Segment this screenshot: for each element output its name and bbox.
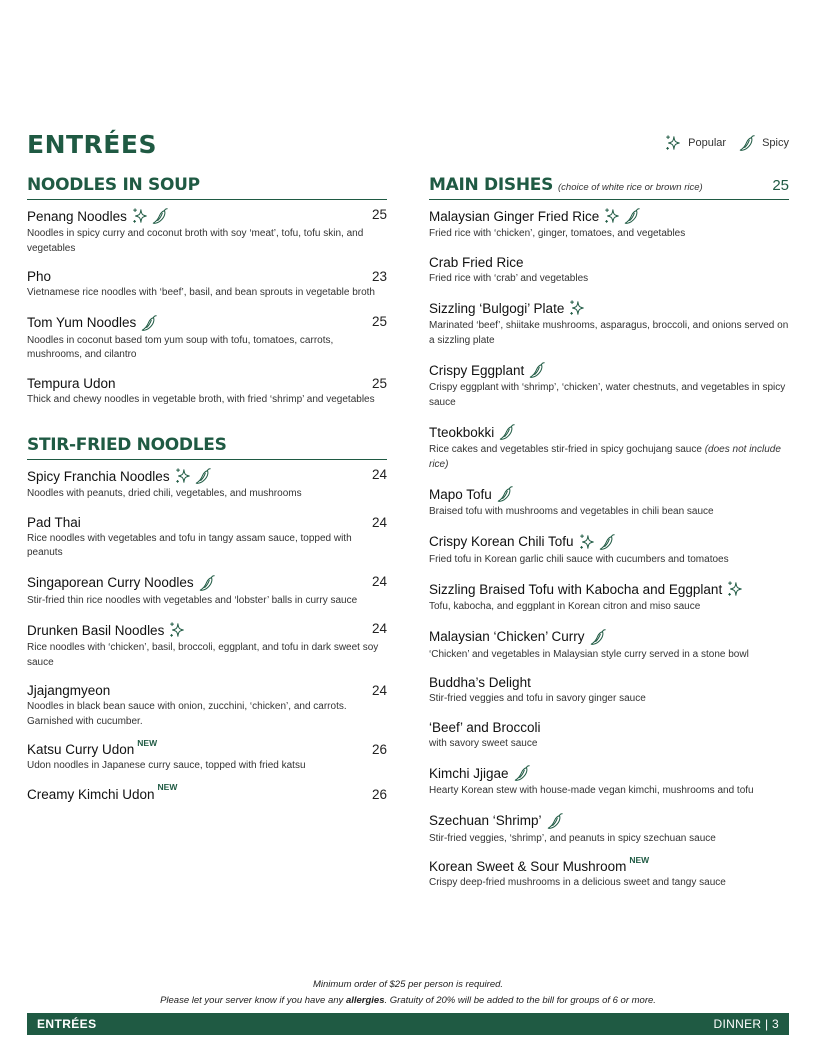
dish-name — [27, 314, 158, 332]
dish-name — [429, 207, 641, 225]
dish-description-text: Fried rice with ‘chicken’, ginger, tomatoes, and vegetables — [429, 228, 686, 239]
dish-row — [429, 812, 789, 830]
dish-item — [429, 533, 789, 568]
dish-item — [429, 812, 789, 847]
dish-name-text: ‘Beef’ and Broccoli — [429, 719, 541, 735]
dish-name-text: Tempura Udon — [27, 375, 116, 391]
dish-item — [27, 376, 387, 408]
dish-name-text: Kimchi Jjigae — [429, 765, 509, 781]
dish-description — [429, 876, 789, 891]
dish-name-text: Szechuan ‘Shrimp’ — [429, 813, 542, 828]
dish-name-text: Singaporean Curry Noodles — [27, 575, 194, 590]
dish-item — [429, 299, 789, 348]
chili-icon — [198, 574, 216, 592]
dish-description — [27, 532, 387, 561]
dish-item — [27, 574, 387, 609]
dish-name-text: Buddha’s Delight — [429, 675, 531, 690]
dish-row — [429, 675, 789, 690]
dish-name — [429, 361, 546, 379]
section-header — [27, 435, 387, 460]
dish-price: 25 — [371, 313, 387, 329]
dish-description-text: Noodles with peanuts, dried chili, vegetables, and mushrooms — [27, 488, 302, 499]
dish-item — [429, 361, 789, 410]
dish-name — [27, 782, 178, 802]
dish-price: 24 — [371, 683, 387, 698]
dish-description — [429, 600, 789, 615]
dish-row — [27, 621, 387, 639]
dish-description — [429, 737, 789, 752]
chili-icon — [151, 207, 169, 225]
legend-spicy-label: Spicy — [762, 137, 789, 149]
sparkle-icon — [578, 533, 596, 551]
dish-item — [27, 467, 387, 502]
dish-name — [27, 269, 51, 284]
dish-name-text: Jjajangmyeon — [27, 683, 111, 698]
footer-bar — [27, 1013, 789, 1035]
dish-name — [27, 737, 158, 757]
dish-row — [429, 485, 789, 503]
dish-badge-icons — [724, 580, 744, 598]
dish-item — [429, 255, 789, 287]
dish-badge-icons — [496, 423, 516, 441]
dish-name-text: Tom Yum Noodles — [27, 315, 137, 330]
dish-name — [27, 621, 186, 639]
dish-name-text: Katsu Curry Udon — [27, 742, 135, 757]
legend-spicy — [738, 134, 789, 152]
dish-description-text: Stir-fried veggies and tofu in savory ginger sauce — [429, 693, 646, 704]
dish-row — [27, 314, 387, 332]
dish-badge-icons — [526, 361, 546, 379]
dish-row — [429, 628, 789, 646]
dish-item — [429, 628, 789, 663]
dish-row — [429, 580, 789, 598]
dish-description — [429, 648, 789, 663]
dish-row — [27, 269, 387, 284]
dish-row — [27, 574, 387, 592]
dish-name-text: Creamy Kimchi Udon — [27, 786, 155, 802]
footer-notes — [0, 977, 816, 1009]
chili-icon — [598, 533, 616, 551]
section-title-text: MAIN DISHES — [429, 175, 554, 195]
dish-name — [429, 812, 564, 830]
dish-description-text: Fried tofu in Korean garlic chili sauce with cucumbers and tomatoes — [429, 553, 729, 565]
dish-name-text: Pho — [27, 269, 52, 284]
section-title — [429, 175, 703, 195]
dish-description — [429, 319, 789, 348]
section-header — [27, 175, 387, 200]
dish-description-text: Stir-fried thin rice noodles with vegetables and ‘lobster’ balls in curry sauce — [27, 594, 358, 606]
dish-list — [27, 207, 387, 407]
dish-row — [429, 720, 789, 735]
dish-item — [429, 423, 789, 472]
dish-price: 26 — [371, 786, 387, 802]
dish-description-text: with savory sweet sauce — [429, 737, 538, 749]
chili-icon — [738, 134, 756, 152]
chili-icon — [623, 207, 641, 225]
dish-description-text: Noodles in coconut based tom yum soup with tofu, tomatoes, carrots, mushrooms, and cilantro — [27, 334, 334, 360]
dish-description — [27, 286, 387, 301]
dish-row — [429, 423, 789, 441]
section-header — [429, 175, 789, 200]
dish-description-text: Stir-fried veggies, ‘shrimp’, and peanuts in spicy szechuan sauce — [429, 832, 716, 844]
dish-description-text: Crispy eggplant with ‘shrimp’, ‘chicken’, water chestnuts, and vegetables in spicy sauce — [429, 382, 786, 408]
dish-price: 24 — [371, 467, 387, 482]
sparkle-icon — [664, 134, 682, 152]
dish-name — [429, 423, 516, 441]
chili-icon — [496, 485, 514, 503]
dish-description-note: (does not include rice) — [429, 444, 781, 470]
dish-row — [429, 764, 789, 782]
dish-list — [429, 207, 789, 891]
menu-section — [27, 175, 387, 407]
dish-item — [429, 675, 789, 707]
dish-name — [429, 675, 531, 690]
dish-description-text: Crispy deep-fried mushrooms in a delicious sweet and tangy sauce — [429, 877, 726, 888]
dish-description-text: Vietnamese rice noodles with ‘beef’, basil, and bean sprouts in vegetable broth — [27, 287, 375, 298]
dish-description — [429, 553, 789, 568]
dish-name — [429, 628, 607, 646]
section-note: (choice of white rice or brown rice) — [558, 182, 703, 193]
chili-icon — [528, 361, 546, 379]
dish-badge-icons — [544, 812, 564, 830]
dish-name — [27, 467, 212, 485]
dish-description-text: Noodles in spicy curry and coconut broth with soy ‘meat’, tofu, tofu skin, and vegetables — [27, 228, 364, 254]
dish-description-text: Tofu, kabocha, and eggplant in Korean citron and miso sauce — [429, 601, 701, 612]
dish-description — [429, 784, 789, 799]
dish-name-text: Spicy Franchia Noodles — [27, 468, 170, 484]
section-title: STIR-FRIED NOODLES — [27, 435, 227, 455]
sparkle-icon — [603, 207, 621, 225]
chili-icon — [498, 423, 516, 441]
dish-description-text: Hearty Korean stew with house-made vegan kimchi, mushrooms and tofu — [429, 785, 754, 796]
chili-icon — [513, 764, 531, 782]
dish-badge-icons — [172, 467, 212, 485]
legend-popular — [664, 134, 726, 152]
footer-allergy-post: . Gratuity of 20% will be added to the bill for groups of 6 or more. — [384, 995, 656, 1006]
dish-item — [27, 782, 387, 802]
dish-item — [429, 485, 789, 520]
dish-item — [27, 269, 387, 301]
dish-name-text: Mapo Tofu — [429, 486, 492, 502]
dish-row — [429, 533, 789, 551]
new-badge: NEW — [137, 737, 158, 748]
dish-description — [27, 487, 387, 502]
dish-name-text: Sizzling ‘Bulgogi’ Plate — [429, 300, 565, 316]
dish-item — [27, 314, 387, 363]
dish-description-text: Braised tofu with mushrooms and vegetables in chili bean sauce — [429, 506, 714, 517]
chili-icon — [194, 467, 212, 485]
dish-name — [429, 854, 650, 874]
dish-name — [429, 255, 524, 270]
dish-badge-icons — [576, 533, 616, 551]
new-badge: NEW — [157, 782, 178, 792]
dish-badge-icons — [566, 299, 586, 317]
dish-description-text: Noodles in black bean sauce with onion, zucchini, ‘chicken’, and carrots. Garnished with cucumber. — [27, 701, 347, 727]
dish-name — [429, 764, 531, 782]
legend-popular-label: Popular — [688, 137, 727, 149]
menu-section — [429, 175, 789, 891]
dish-name-text: Malaysian Ginger Fried Rice — [429, 208, 600, 224]
dish-badge-icons — [587, 628, 607, 646]
dish-name — [27, 515, 81, 530]
dish-description-text: Thick and chewy noodles in vegetable broth, with fried ‘shrimp’ and vegetables — [27, 393, 375, 405]
dish-name — [27, 207, 169, 225]
page-title: ENTRÉES — [27, 130, 157, 159]
dish-description — [429, 832, 789, 847]
footer-section-label: ENTRÉES — [37, 1017, 97, 1031]
dish-row — [27, 207, 387, 225]
dish-description — [27, 393, 387, 408]
dish-row — [27, 376, 387, 391]
dish-row — [429, 361, 789, 379]
dish-description — [429, 227, 789, 242]
dish-row — [429, 854, 789, 874]
footer-allergy-bold: allergies — [345, 995, 385, 1006]
chili-icon — [546, 812, 564, 830]
dish-description-text: Fried rice with ‘crab’ and vegetables — [429, 272, 589, 284]
menu-section — [27, 435, 387, 802]
dish-badge-icons — [166, 621, 186, 639]
dish-description — [27, 700, 387, 729]
dish-description — [27, 641, 387, 670]
dish-description-text: Udon noodles in Japanese curry sauce, topped with fried katsu — [27, 760, 306, 771]
new-badge: NEW — [629, 854, 650, 865]
dish-description-text: Marinated ‘beef’, shiitake mushrooms, asparagus, broccoli, and onions served on a sizzling plate — [429, 320, 789, 346]
dish-name-text: Penang Noodles — [27, 208, 127, 224]
dish-description-text: ‘Chicken’ and vegetables in Malaysian style curry served in a stone bowl — [429, 648, 749, 660]
dish-row — [27, 515, 387, 530]
dish-price: 25 — [371, 375, 387, 391]
dish-item — [429, 720, 789, 752]
dish-price: 24 — [371, 514, 387, 530]
dish-name — [27, 574, 216, 592]
dish-badge-icons — [601, 207, 641, 225]
right-column — [429, 175, 789, 904]
dish-row — [27, 737, 387, 757]
dish-name — [429, 720, 541, 735]
dish-name — [27, 683, 110, 698]
dish-description — [429, 272, 789, 287]
dish-name — [429, 485, 514, 503]
footer-allergy-note — [0, 993, 816, 1009]
dish-item — [429, 764, 789, 799]
footer-page-label: DINNER | 3 — [713, 1017, 779, 1031]
dish-item — [429, 580, 789, 615]
dish-item — [27, 737, 387, 774]
dish-row — [429, 299, 789, 317]
dish-item — [429, 207, 789, 242]
chili-icon — [589, 628, 607, 646]
dish-item — [27, 683, 387, 729]
dish-item — [429, 854, 789, 891]
dish-row — [429, 255, 789, 270]
sparkle-icon — [726, 580, 744, 598]
dish-price: 26 — [371, 742, 387, 757]
dish-name-text: Crispy Korean Chili Tofu — [429, 534, 574, 549]
sparkle-icon — [568, 299, 586, 317]
dish-name — [27, 376, 116, 391]
chili-icon — [140, 314, 158, 332]
dish-badge-icons — [129, 207, 169, 225]
dish-name-text: Korean Sweet & Sour Mushroom — [429, 859, 627, 874]
dish-row — [429, 207, 789, 225]
left-column — [27, 175, 387, 815]
dish-row — [27, 467, 387, 485]
dish-description — [429, 443, 789, 472]
section-title: NOODLES IN SOUP — [27, 175, 200, 195]
dish-row — [27, 683, 387, 698]
dish-name-text: Crispy Eggplant — [429, 362, 525, 378]
dish-name — [429, 533, 616, 551]
dish-price: 23 — [371, 269, 387, 284]
dish-description — [27, 334, 387, 363]
dish-description — [429, 505, 789, 520]
dish-badge-icons — [196, 574, 216, 592]
dish-item — [27, 621, 387, 670]
dish-item — [27, 207, 387, 256]
dish-price: 24 — [371, 573, 387, 589]
dish-price: 24 — [371, 621, 387, 636]
dish-name-text: Crab Fried Rice — [429, 254, 524, 270]
sparkle-icon — [168, 621, 186, 639]
dish-name — [429, 299, 586, 317]
sparkle-icon — [131, 207, 149, 225]
sparkle-icon — [174, 467, 192, 485]
dish-name — [429, 580, 744, 598]
legend — [652, 134, 789, 152]
dish-name-text: Malaysian ‘Chicken’ Curry — [429, 629, 585, 644]
dish-description-text: Rice noodles with vegetables and tofu in tangy assam sauce, topped with peanuts — [27, 532, 352, 558]
dish-description — [429, 692, 789, 707]
dish-badge-icons — [511, 764, 531, 782]
dish-description-text: Rice noodles with ‘chicken’, basil, broccoli, eggplant, and tofu in dark sweet soy sauce — [27, 642, 379, 668]
dish-name-text: Pad Thai — [27, 514, 81, 530]
dish-description — [27, 759, 387, 774]
dish-name-text: Tteokbokki — [429, 424, 495, 440]
dish-name-text: Drunken Basil Noodles — [27, 622, 165, 638]
dish-description — [27, 594, 387, 609]
dish-item — [27, 515, 387, 561]
footer-allergy-pre: Please let your server know if you have any — [160, 995, 346, 1006]
dish-list — [27, 467, 387, 802]
section-price: 25 — [772, 177, 789, 194]
dish-description — [429, 381, 789, 410]
dish-name-text: Sizzling Braised Tofu with Kabocha and Eggplant — [429, 581, 723, 597]
dish-row — [27, 782, 387, 802]
dish-description-text: Rice cakes and vegetables stir-fried in spicy gochujang sauce — [429, 444, 702, 455]
footer-minimum-note: Minimum order of $25 per person is required. — [312, 979, 504, 990]
dish-badge-icons — [138, 314, 158, 332]
dish-description — [27, 227, 387, 256]
dish-price: 25 — [371, 207, 387, 222]
dish-badge-icons — [494, 485, 514, 503]
